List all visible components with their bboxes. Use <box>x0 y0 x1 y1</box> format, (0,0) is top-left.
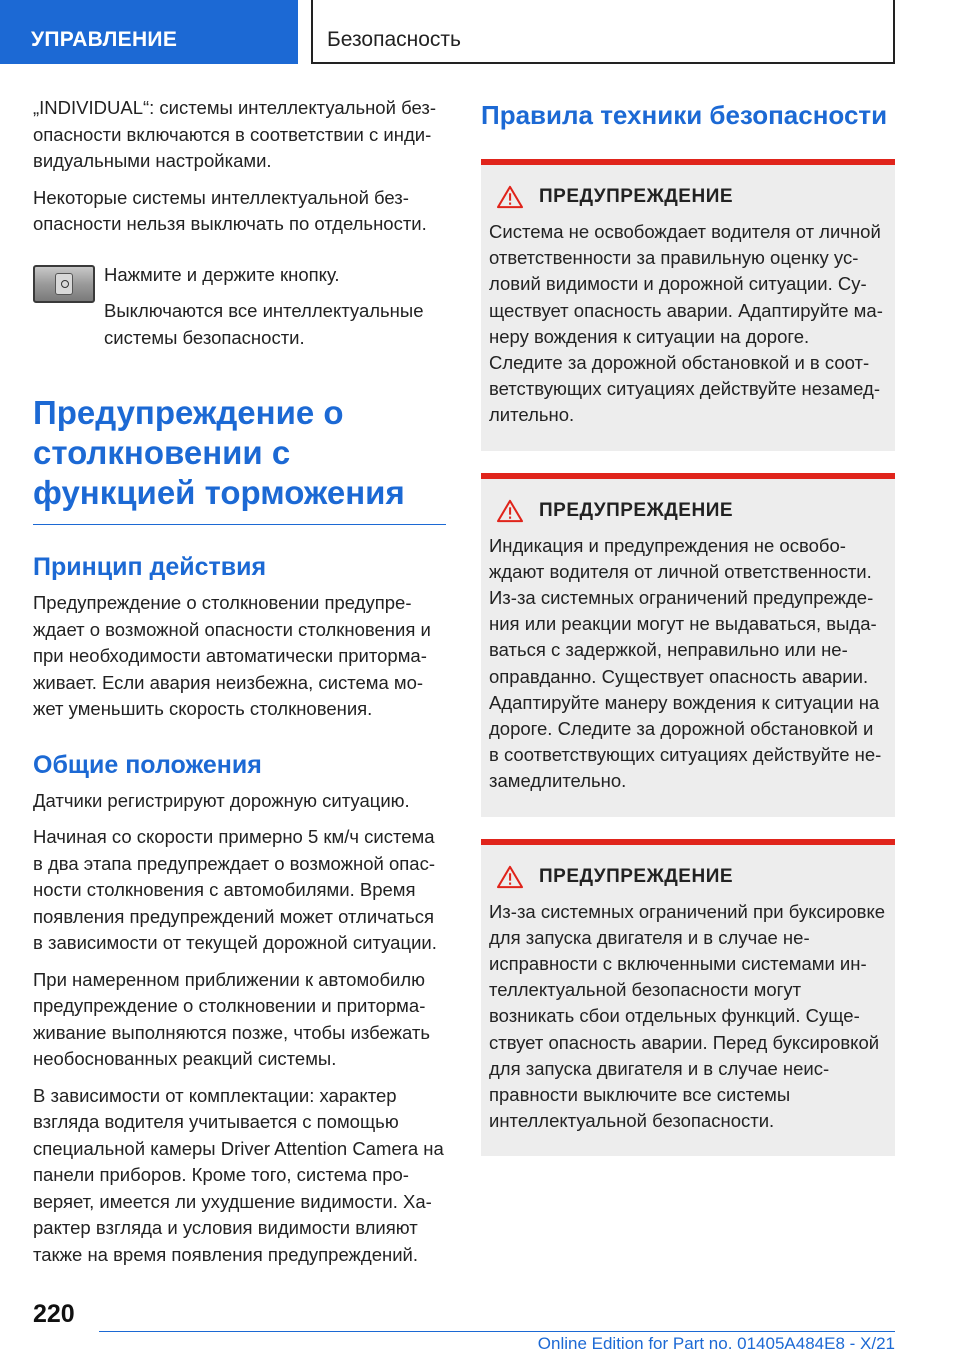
warning-box-2 <box>481 473 895 817</box>
page-number: 220 <box>33 1300 75 1328</box>
warning-label: ПРЕДУПРЕЖДЕНИЕ <box>539 499 734 521</box>
warning-text: Из-за системных ограничений при буксировке для запуска двигателя и в случае неисправности с включенными системами интеллектуальной безопасности могут возникать сбои отдельных функций. Существует опасность аварии. Перед буксировкой для запуска двигателя и в случае неисправности выключите все системы интеллектуальной безопасности. <box>489 900 886 1132</box>
chapter-title: УПРАВЛЕНИЕ <box>31 28 178 51</box>
safety-rules-heading: Правила техники безопасности <box>481 100 888 130</box>
warning-box-1 <box>481 159 895 451</box>
section-heading-collision-warning: Предупреждение о столкновении с функцией торможения <box>33 393 446 525</box>
footer-divider <box>99 1331 895 1332</box>
warning-triangle-icon <box>495 865 525 889</box>
general-paragraph-2: Начиная со скорости примерно 5 км/ч система в два этапа предупреждает о возможной опасности столкновения с автомобилями. Время появления предупреждений может отличаться в зависимости от текущей дорожной ситуации. <box>33 826 437 953</box>
general-paragraph-3: При намеренном приближении к автомобилю предупреждение о столкновении и притормаживание выполняются позже, чтобы избежать необоснованных реакций системы. <box>33 968 430 1069</box>
warning-label: ПРЕДУПРЕЖДЕНИЕ <box>539 186 734 207</box>
general-paragraph-1: Датчики регистрируют дорожную ситуацию. <box>33 789 410 811</box>
warning-triangle-icon <box>495 499 525 523</box>
warning-triangle-icon <box>495 185 525 209</box>
chapter-tab <box>0 0 298 64</box>
warning-text: Система не освобождает водителя от личной ответственности за правильную оценку условий видимости и дорожной ситуации. Существует опасность аварии. Адаптируйте манеру вождения к ситуации на дороге. Следите за дорожной обстановкой и в соответствующих ситуациях действуйте незамедлительно. <box>489 221 883 426</box>
subheading-principle: Принцип действия <box>33 553 267 581</box>
section-header <box>311 0 895 64</box>
intro-paragraph-2: Некоторые системы интеллектуальной безопасности нельзя выключать по отдельности. <box>33 186 427 234</box>
button-instruction-step: Нажмите и держите кнопку. <box>104 263 340 285</box>
safety-button-icon <box>33 265 95 303</box>
section-title: Безопасность <box>327 28 461 51</box>
principle-paragraph: Предупреждение о столкновении предупреждает о возможной опасности столкновения и при необходимости автоматически притормаживает. Если авария неизбежна, система может уменьшить скорость столкновения. <box>33 592 431 719</box>
warning-box-3 <box>481 839 895 1157</box>
button-instruction <box>33 262 446 352</box>
footer-edition: Online Edition for Part no. 01405A484E8 - X/21 <box>537 1334 895 1353</box>
warning-label: ПРЕДУПРЕЖДЕНИЕ <box>539 865 734 887</box>
right-column <box>481 100 895 1170</box>
left-column <box>33 95 446 1278</box>
subheading-general: Общие положения <box>33 750 262 779</box>
warning-text: Индикация и предупреждения не освобождают водителя от личной ответственности. Из-за системных ограничений предупреждения или реакции могут не выдаваться, выдаваться с задержкой, неправильно или неоправданно. Существует опасность аварии. Адаптируйте манеру вождения к ситуации на дороге. Следите за дорожной обстановкой и в соответствующих ситуациях действуйте незамедлительно. <box>489 534 882 792</box>
button-instruction-result: Выключаются все интеллектуальные системы безопасности. <box>104 300 424 348</box>
general-paragraph-4: В зависимости от комплектации: характер взгляда водителя учитывается с помощью специальной камеры Driver Attention Camera на панели приборов. Кроме того, система проверяет, имеется ли ухудшение видимости. Характер взгляда и условия видимости влияют также на время появления предупреждений. <box>33 1084 444 1265</box>
intro-paragraph-1: „INDIVIDUAL“: системы интеллектуальной безопасности включаются в соответствии с индивидуальными настройками. <box>33 97 436 171</box>
